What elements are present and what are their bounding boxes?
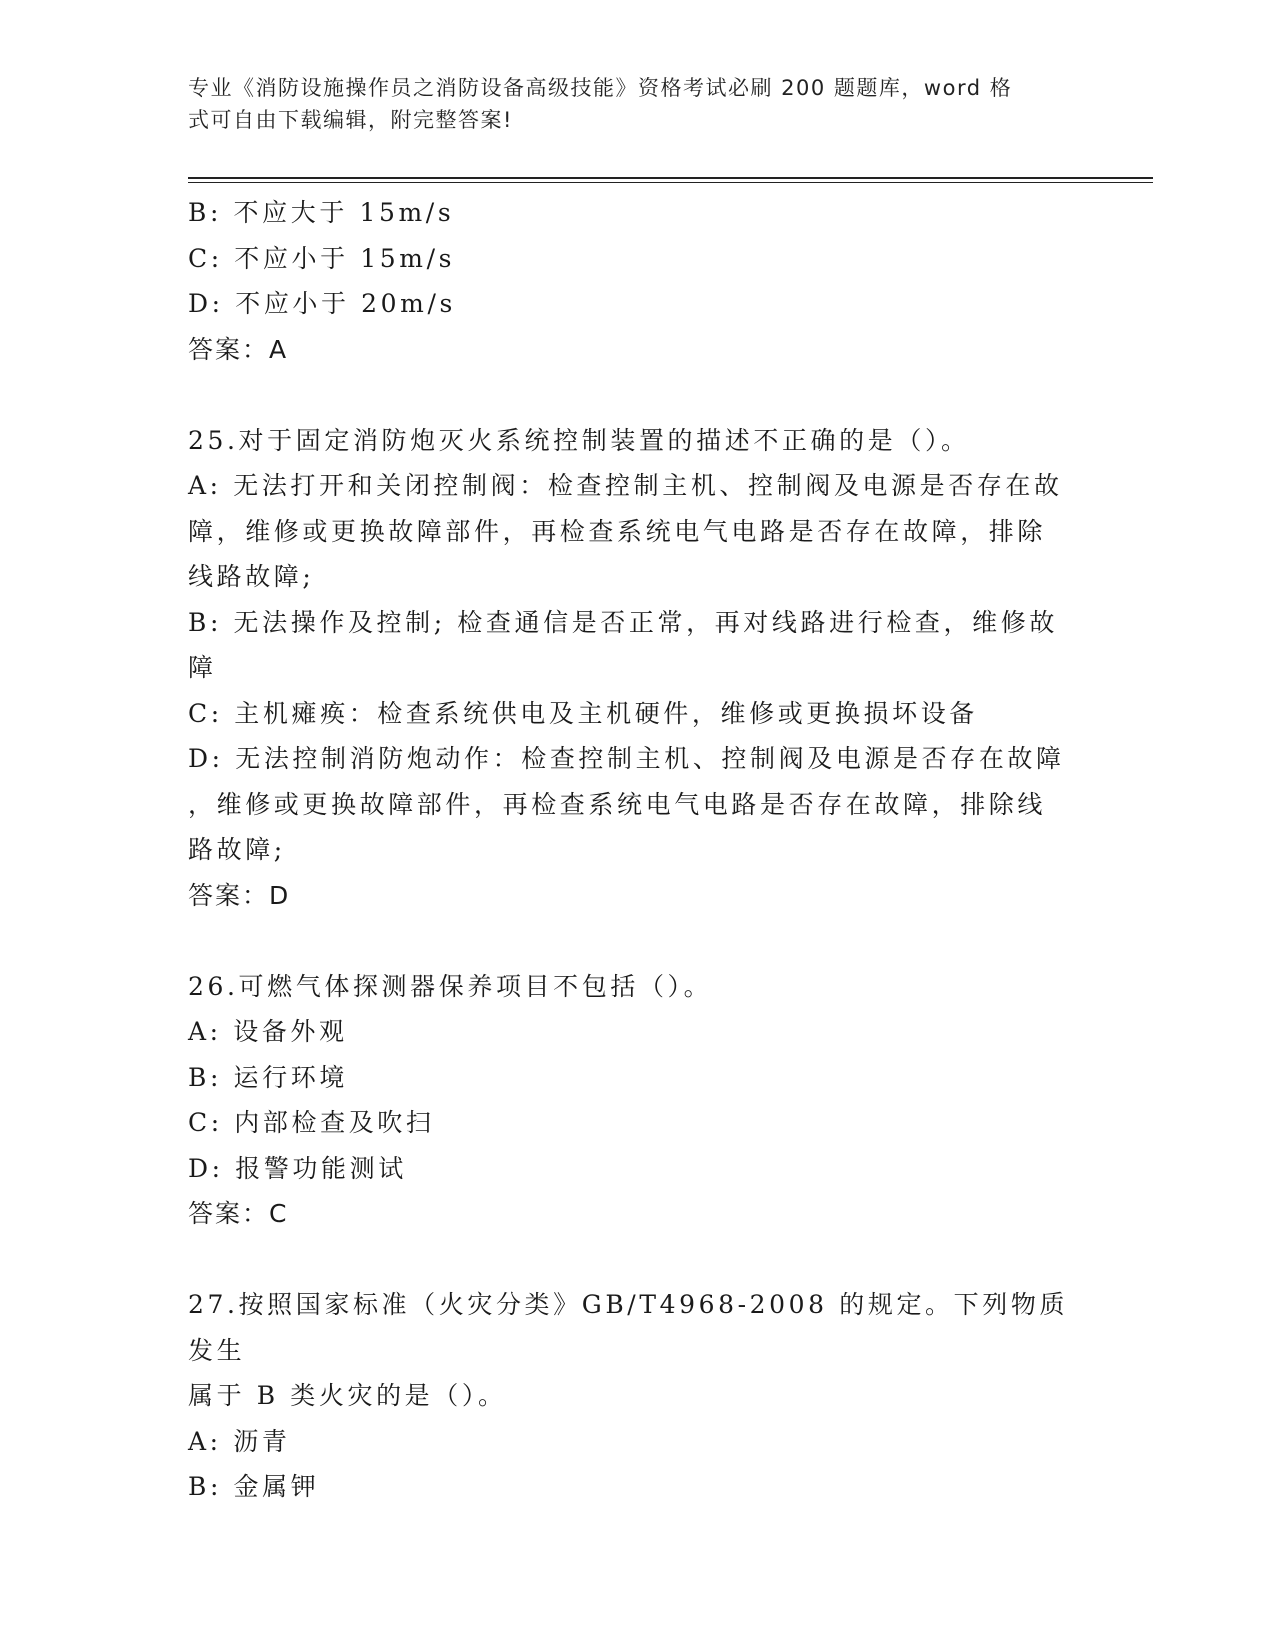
page-header [188,72,1068,136]
q26-answer: 答案：C [188,1199,289,1228]
spacer [188,1237,1088,1283]
q25-option-b-line-1: B: 无法操作及控制; 检查通信是否正常，再对线路进行检查，维修故 [188,607,1058,637]
q25-option-b-line-2: 障 [188,653,217,682]
spacer [188,918,1088,964]
q26-option-a: A: 设备外观 [188,1017,348,1046]
q25-option-a-line-3: 线路故障; [188,562,315,591]
question-26 [188,964,1088,1237]
q24-option-d: D: 不应小于 20m/s [188,289,456,318]
q25-option-d-line-1: D: 无法控制消防炮动作：检查控制主机、控制阀及电源是否存在故障 [188,744,1065,773]
q25-option-d-line-2: ，维修或更换故障部件，再检查系统电气电路是否存在故障，排除线 [188,789,1047,819]
q27-option-b: B: 金属钾 [188,1472,320,1501]
question-25 [188,418,1088,919]
q25-option-a-line-2: 障，维修或更换故障部件，再检查系统电气电路是否存在故障，排除 [188,516,1047,546]
q26-option-b: B: 运行环境 [188,1062,348,1092]
q27-question-line-2: 属于 B 类火灾的是（）。 [188,1381,507,1410]
question-24 [188,190,1088,372]
q26-question: 26.可燃气体探测器保养项目不包括（）。 [188,971,713,1001]
spacer [188,372,1088,418]
q24-option-b: B: 不应大于 15m/s [188,198,455,227]
q27-question-line-1: 27.按照国家标准（火灾分类》GB/T4968-2008 的规定。下列物质发生 [188,1290,1069,1365]
q25-option-d-line-3: 路故障; [188,835,286,864]
q27-option-a: A: 沥青 [188,1426,291,1456]
q25-question: 25.对于固定消防炮灭火系统控制装置的描述不正确的是（）。 [188,425,970,455]
q26-option-d: D: 报警功能测试 [188,1153,407,1183]
question-list [188,190,1088,1510]
question-27 [188,1282,1088,1510]
q26-option-c: C: 内部检查及吹扫 [188,1108,435,1137]
header-divider-thin [188,182,1153,183]
header-divider-thick [188,177,1153,179]
q24-answer: 答案：A [188,334,289,364]
q25-option-c: C: 主机瘫痪：检查系统供电及主机硬件，维修或更换损坏设备 [188,698,978,728]
q24-option-c: C: 不应小于 15m/s [188,243,456,273]
header-line-1: 专业《消防设施操作员之消防设备高级技能》资格考试必刷 200 题题库，word 格 [188,76,1013,100]
header-line-2: 式可自由下载编辑，附完整答案! [188,108,513,132]
q25-option-a-line-1: A: 无法打开和关闭控制阀：检查控制主机、控制阀及电源是否存在故 [188,471,1063,500]
q25-answer: 答案：D [188,880,291,910]
